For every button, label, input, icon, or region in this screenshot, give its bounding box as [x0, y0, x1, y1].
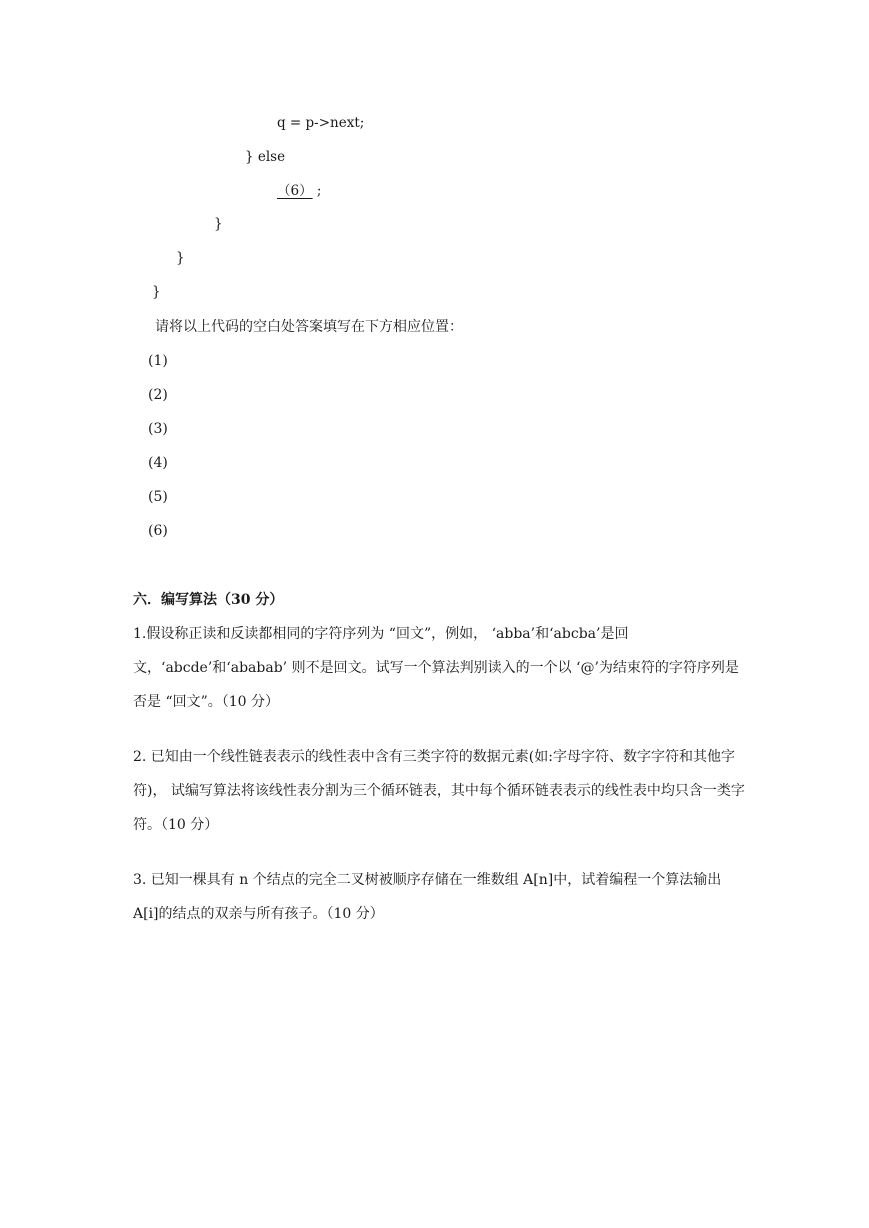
answer-slot-6: (6): [148, 523, 168, 539]
code-line-blank-6: [277, 182, 321, 200]
section-title: 六．编写算法（30 分）: [133, 592, 284, 608]
code-semicolon: ;: [316, 183, 322, 199]
code-brace-outer: }: [152, 284, 161, 300]
question-1: 1.假设称正读和反读都相同的字符序列为 “回文”，例如， ‘abba’和‘abcba’是回文，‘abcde’和‘ababab’ 则不是回文。试写一个算法判别读入的一个以 ‘@’为结束符的字符序列是否是 “回文”。（10 分）: [133, 626, 739, 710]
answer-slot-3: (3): [148, 421, 168, 437]
blank-6: （6）: [277, 183, 313, 199]
answer-slot-1: (1): [148, 353, 168, 369]
answer-slot-2: (2): [148, 387, 168, 403]
answer-slot-4: (4): [148, 455, 168, 471]
code-brace-inner: }: [214, 216, 223, 232]
code-line-next: q = p->next;: [277, 115, 365, 131]
code-line-else: } else: [245, 149, 286, 165]
answer-prompt: 请将以上代码的空白处答案填写在下方相应位置：: [155, 319, 463, 335]
question-3: 3. 已知一棵具有 n 个结点的完全二叉树被顺序存储在一维数组 A[n]中，试着编程一个算法输出 A[i]的结点的双亲与所有孩子。（10 分）: [133, 872, 722, 922]
code-brace-middle: }: [176, 250, 185, 266]
question-2: 2. 已知由一个线性链表表示的线性表中含有三类字符的数据元素(如:字母字符、数字字符和其他字符)， 试编写算法将该线性表分割为三个循环链表，其中每个循环链表表示的线性表中均只含一类字符。（10 分）: [133, 749, 745, 833]
answer-slot-5: (5): [148, 489, 168, 505]
